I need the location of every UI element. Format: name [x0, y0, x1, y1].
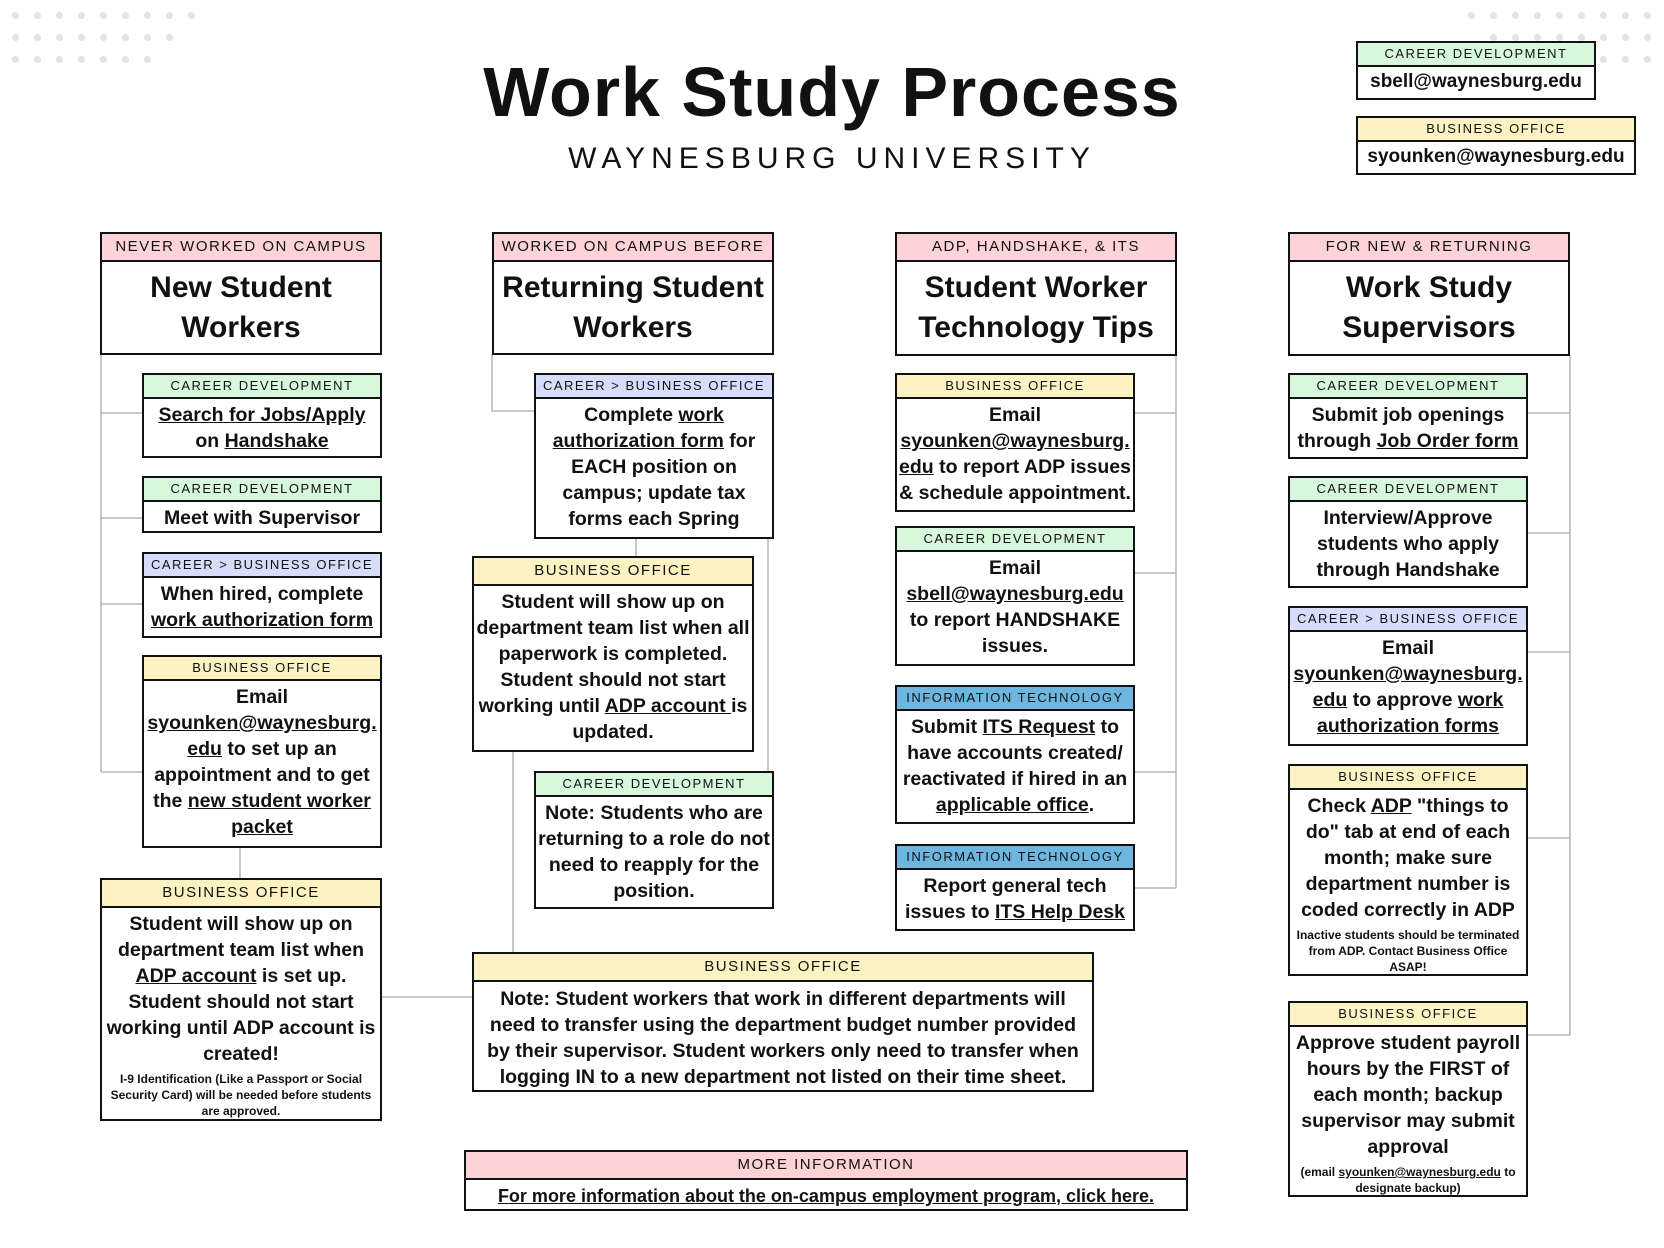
step-tag: CAREER > BUSINESS OFFICE [1290, 608, 1526, 632]
adp-account-link[interactable]: ADP account [135, 965, 257, 987]
backup-note-pre: (email [1300, 1165, 1339, 1179]
step-text-pre: Submit job openings through [1297, 404, 1505, 452]
more-info-banner [464, 1150, 1188, 1211]
supervisors-title: Work Study Supervisors [1342, 271, 1516, 344]
step-tag: INFORMATION TECHNOLOGY [897, 687, 1133, 711]
step-text-pre: Complete [584, 404, 679, 426]
step-text [1290, 399, 1526, 458]
transfer-note-text: Note: Student workers that work in different departments will need to transfer using the department budget number provided by their supervisor. Student workers only need to transfer when logging IN to a new department not listed on their time sheet. [487, 988, 1079, 1088]
supervisor-step-approve-forms [1288, 606, 1528, 746]
new-student-packet-link[interactable]: new student worker packet [187, 790, 371, 838]
new-step-email-packet [142, 655, 382, 848]
step-text [144, 399, 380, 458]
tech-tips-tag: ADP, HANDSHAKE, & ITS [897, 234, 1175, 262]
step-text-post: to report HANDSHAKE issues. [909, 609, 1121, 657]
email-link[interactable]: syounken@waynesburg.edu [1293, 663, 1523, 711]
step-text-pre: Email [988, 557, 1042, 579]
inactive-students-note: Inactive students should be terminated from ADP. Contact Business Office ASAP! [1296, 928, 1520, 974]
search-jobs-link[interactable]: Search for Jobs/Apply [158, 404, 366, 426]
step-text-mid: to have accounts created/ reactivated if hired in an [902, 716, 1128, 790]
step-text [536, 399, 772, 536]
step-text-pre: Submit [910, 716, 983, 738]
applicable-office-link[interactable]: applicable office [935, 794, 1089, 816]
its-help-desk-link[interactable]: ITS Help Desk [994, 901, 1125, 923]
adp-account-link[interactable]: ADP account [604, 695, 732, 717]
step-tag: BUSINESS OFFICE [1290, 1003, 1526, 1027]
supervisor-step-approve-payroll [1288, 1001, 1528, 1197]
step-tag: BUSINESS OFFICE [1290, 766, 1526, 790]
work-authorization-link[interactable]: work authorization forms [1316, 689, 1504, 737]
step-tag: BUSINESS OFFICE [144, 657, 380, 681]
step-text-post: is updated. [572, 695, 748, 743]
step-text-pre: Email [235, 686, 289, 708]
step-text [102, 908, 380, 1071]
adp-link[interactable]: ADP [1370, 795, 1412, 817]
new-step-work-authorization [142, 552, 382, 638]
career-contact-card [1356, 41, 1596, 100]
returning-students-title: Returning Student Workers [502, 271, 764, 344]
tech-step-help-desk [895, 844, 1135, 931]
email-link[interactable]: syounken@waynesburg.edu [1338, 1165, 1501, 1179]
step-text: Interview/Approve students who apply through Handshake [1316, 507, 1500, 581]
more-info-link[interactable]: For more information about the on-campus employment program, click here. [497, 1186, 1155, 1206]
supervisor-step-job-order [1288, 373, 1528, 459]
new-step-adp-account [100, 878, 382, 1121]
step-tag: CAREER DEVELOPMENT [144, 478, 380, 502]
step-text-pre: Email [1381, 637, 1435, 659]
its-request-link[interactable]: ITS Request [982, 716, 1096, 738]
work-authorization-link[interactable]: work authorization form [150, 609, 374, 631]
returning-step-note [534, 771, 774, 909]
step-tag: CAREER DEVELOPMENT [536, 773, 772, 797]
business-contact-tag: BUSINESS OFFICE [1358, 118, 1634, 142]
transfer-note-tag: BUSINESS OFFICE [474, 954, 1092, 982]
step-text-pre: When hired, complete [160, 583, 364, 605]
step-text: Meet with Supervisor [163, 507, 361, 529]
step-text-pre: Student will show up on department team list when all paperwork is completed. Student should not start working until [476, 591, 750, 717]
step-text: Approve student payroll hours by the FIRST of each month; backup supervisor may submit approval [1295, 1032, 1521, 1158]
supervisor-step-check-adp [1288, 764, 1528, 976]
career-contact-email[interactable]: sbell@waynesburg.edu [1370, 71, 1582, 92]
career-contact-tag: CAREER DEVELOPMENT [1358, 43, 1594, 67]
tech-tips-title: Student Worker Technology Tips [918, 271, 1154, 344]
work-authorization-link[interactable]: work authorization form [552, 404, 724, 452]
step-text-post: for EACH position on campus; update tax forms each Spring [562, 430, 756, 530]
new-students-header [100, 232, 382, 355]
new-step-search-jobs [142, 373, 382, 458]
handshake-link[interactable]: Handshake [224, 430, 329, 452]
step-text-pre: Check [1307, 795, 1371, 817]
step-text-post: to report ADP issues & schedule appointment. [899, 456, 1131, 504]
step-text-mid: to approve [1347, 689, 1458, 711]
more-info-tag: MORE INFORMATION [466, 1152, 1186, 1180]
step-tag: CAREER DEVELOPMENT [897, 528, 1133, 552]
step-text-mid: on [195, 430, 225, 452]
supervisors-tag: FOR NEW & RETURNING [1290, 234, 1568, 262]
i9-note: I-9 Identification (Like a Passport or Social Security Card) will be needed before students are approved. [110, 1072, 372, 1118]
step-tag: CAREER > BUSINESS OFFICE [536, 375, 772, 399]
new-students-tag: NEVER WORKED ON CAMPUS [102, 234, 380, 262]
supervisor-step-interview [1288, 476, 1528, 588]
returning-step-work-authorization [534, 373, 774, 539]
step-tag: BUSINESS OFFICE [474, 558, 752, 586]
step-text-pre: Email [988, 404, 1042, 426]
backup-note-post: to designate backup) [1355, 1165, 1516, 1195]
business-contact-email[interactable]: syounken@waynesburg.edu [1367, 146, 1625, 167]
step-text [897, 399, 1133, 510]
step-text [1290, 790, 1526, 927]
step-text [897, 711, 1133, 822]
step-text [144, 681, 380, 844]
step-tag: CAREER > BUSINESS OFFICE [144, 554, 380, 578]
step-text [1290, 632, 1526, 743]
step-text [897, 870, 1133, 929]
step-text-post: "things to do" tab at end of each month; make sure department number is coded correctly in ADP [1301, 795, 1515, 921]
email-link[interactable]: sbell@waynesburg.edu [906, 583, 1124, 605]
step-tag: CAREER DEVELOPMENT [144, 375, 380, 399]
step-text-pre: Student will show up on department team list when [118, 913, 364, 961]
tech-tips-header [895, 232, 1177, 356]
step-text-pre: Report general tech issues to [905, 875, 1107, 923]
email-link[interactable]: syounken@waynesburg.edu [147, 712, 377, 760]
returning-students-tag: WORKED ON CAMPUS BEFORE [494, 234, 772, 262]
step-text [474, 586, 752, 749]
step-text [897, 552, 1133, 663]
page-title: Work Study Process [483, 53, 1181, 131]
supervisors-header [1288, 232, 1570, 356]
new-step-meet-supervisor [142, 476, 382, 533]
new-students-title: New Student Workers [150, 271, 332, 344]
step-tag: BUSINESS OFFICE [102, 880, 380, 908]
backup-note [1290, 1164, 1526, 1200]
tech-step-handshake-email [895, 526, 1135, 666]
step-text: Note: Students who are returning to a role do not need to reapply for the position. [538, 802, 770, 902]
step-text-mid: to set up an appointment and to get the [153, 738, 370, 812]
step-tag: BUSINESS OFFICE [897, 375, 1133, 399]
transfer-note [472, 952, 1094, 1092]
step-text-post: is set up. Student should not start working until ADP account is created! [106, 965, 376, 1065]
step-text [144, 578, 380, 637]
step-tag: CAREER DEVELOPMENT [1290, 478, 1526, 502]
returning-students-header [492, 232, 774, 355]
tech-step-adp-email [895, 373, 1135, 512]
more-info-text [466, 1180, 1186, 1212]
email-link[interactable]: syounken@waynesburg.edu [899, 430, 1130, 478]
returning-step-adp-account [472, 556, 754, 752]
page-subtitle: WAYNESBURG UNIVERSITY [568, 142, 1096, 175]
business-contact-card [1356, 116, 1636, 175]
step-tag: CAREER DEVELOPMENT [1290, 375, 1526, 399]
tech-step-its-request [895, 685, 1135, 824]
step-tag: INFORMATION TECHNOLOGY [897, 846, 1133, 870]
step-text-post: . [1088, 794, 1095, 816]
job-order-form-link[interactable]: Job Order form [1376, 430, 1519, 452]
